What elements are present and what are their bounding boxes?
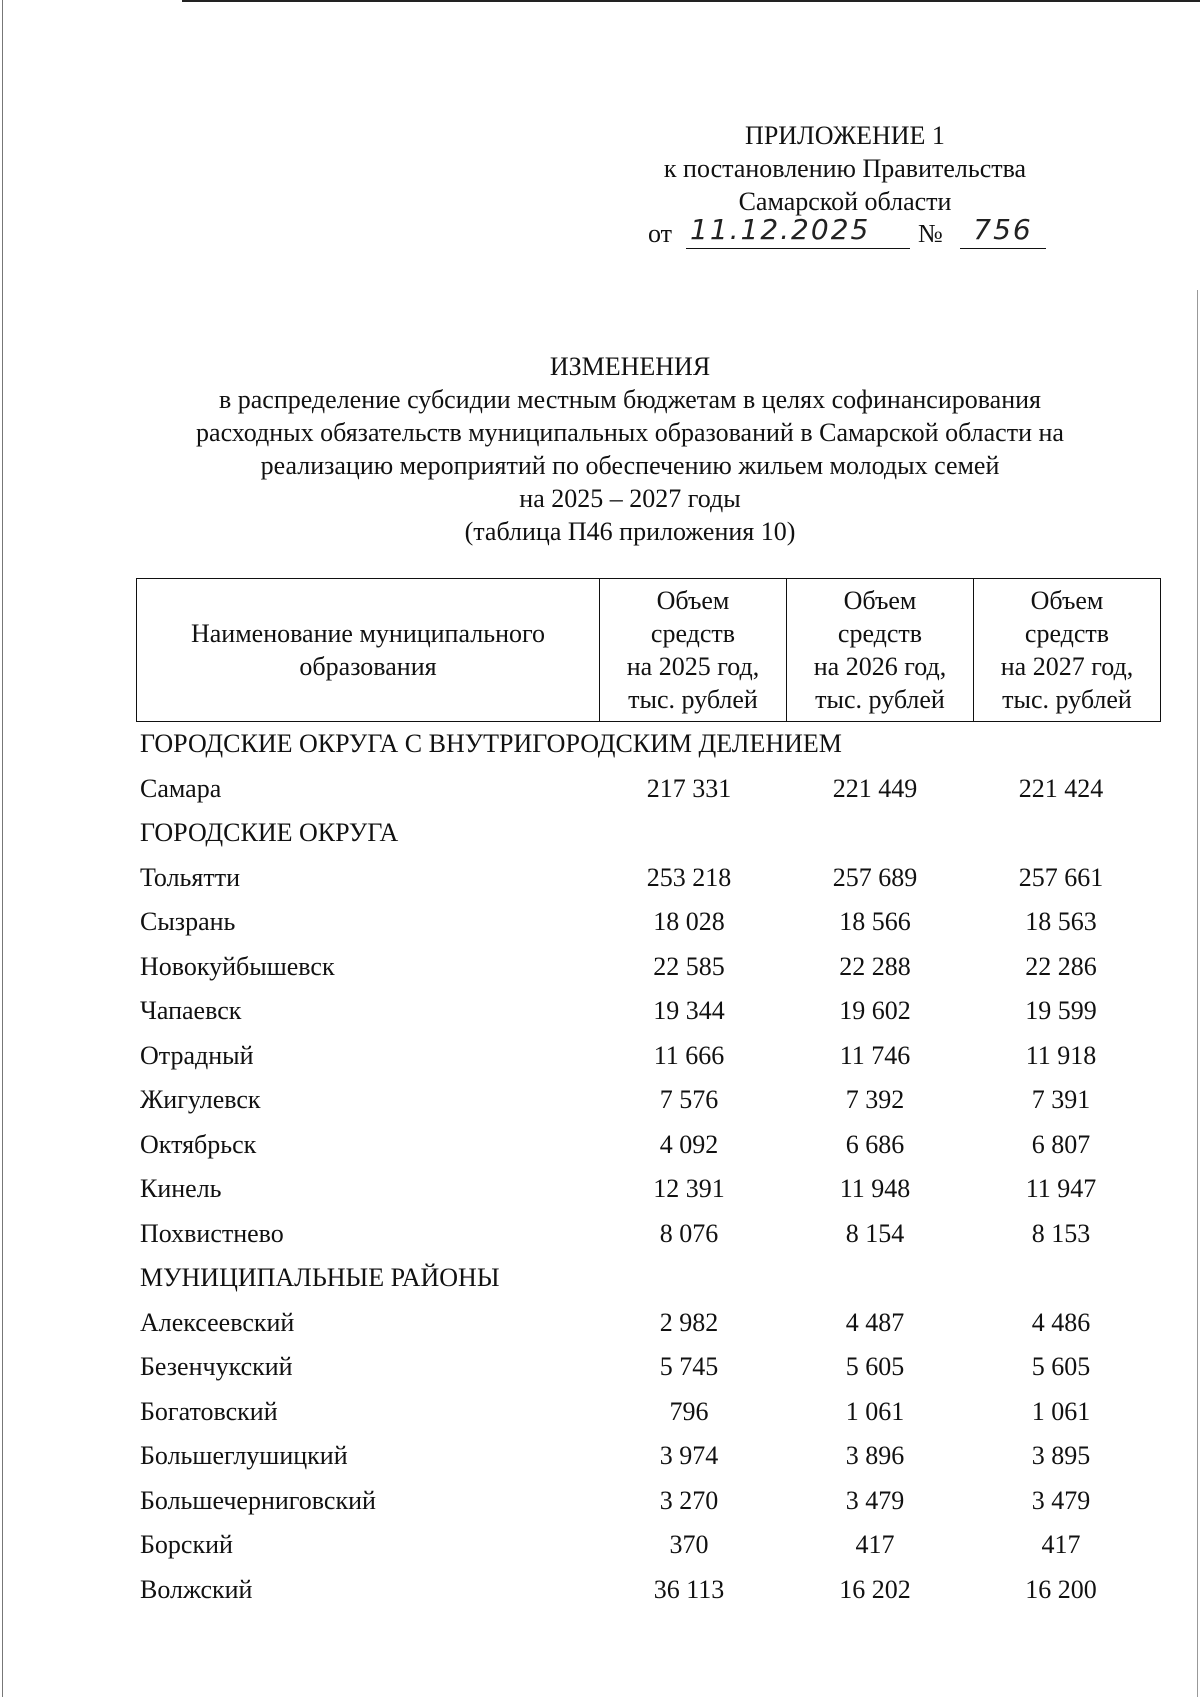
header-line: Объем bbox=[1030, 586, 1104, 615]
value-2026: 5 605 bbox=[845, 1352, 905, 1381]
value-2026: 11 948 bbox=[839, 1174, 911, 1203]
municipality-name: Волжский bbox=[140, 1574, 253, 1604]
table-row bbox=[140, 945, 1140, 990]
value-2027: 3 895 bbox=[1031, 1441, 1091, 1470]
value-2027: 11 947 bbox=[1025, 1174, 1097, 1203]
header-line: Объем bbox=[656, 586, 730, 615]
header-line: на 2027 год, bbox=[1000, 652, 1134, 681]
header-line: тыс. рублей bbox=[815, 685, 945, 714]
date-prefix: от bbox=[648, 219, 673, 248]
municipality-name: Отрадный bbox=[140, 1040, 254, 1070]
value-2026: 18 566 bbox=[839, 907, 911, 936]
page-right-border bbox=[1197, 290, 1198, 1697]
page-left-border bbox=[2, 0, 3, 1697]
header-line: Объем bbox=[843, 586, 917, 615]
value-2027: 7 391 bbox=[1031, 1085, 1091, 1114]
value-2025: 3 974 bbox=[659, 1441, 719, 1470]
table-row bbox=[140, 1034, 1140, 1079]
value-2025: 217 331 bbox=[646, 773, 732, 803]
table-row bbox=[140, 1212, 1140, 1257]
heading-line: (таблица П46 приложения 10) bbox=[464, 517, 796, 546]
value-2027: 4 486 bbox=[1031, 1307, 1091, 1337]
value-2026: 257 689 bbox=[832, 862, 918, 892]
value-2025: 253 218 bbox=[646, 862, 732, 892]
value-2025: 5 745 bbox=[659, 1352, 719, 1381]
value-2025: 18 028 bbox=[653, 907, 725, 936]
value-2027: 19 599 bbox=[1025, 996, 1097, 1025]
value-2026: 16 202 bbox=[839, 1574, 911, 1604]
value-2026: 8 154 bbox=[845, 1218, 905, 1248]
value-2027: 417 bbox=[1041, 1530, 1081, 1559]
value-2025: 22 585 bbox=[653, 951, 725, 981]
value-2027: 18 563 bbox=[1025, 907, 1097, 936]
heading-line: на 2025 – 2027 годы bbox=[519, 484, 741, 513]
value-2027: 16 200 bbox=[1025, 1574, 1097, 1604]
value-2025: 11 666 bbox=[653, 1040, 725, 1070]
header-line: на 2025 год, bbox=[626, 652, 760, 681]
value-2026: 6 686 bbox=[845, 1129, 905, 1159]
header-line: средств bbox=[650, 619, 736, 648]
value-2027: 1 061 bbox=[1031, 1396, 1091, 1426]
value-2026: 3 896 bbox=[845, 1441, 905, 1470]
value-2027: 221 424 bbox=[1018, 773, 1104, 803]
header-line: тыс. рублей bbox=[1002, 685, 1132, 714]
header-line: средств bbox=[1024, 619, 1110, 648]
table-row bbox=[140, 767, 1140, 812]
section-title: ГОРОДСКИЕ ОКРУГА bbox=[140, 818, 399, 847]
section-title: ГОРОДСКИЕ ОКРУГА С ВНУТРИГОРОДСКИМ ДЕЛЕНИЕМ bbox=[140, 729, 842, 758]
value-2027: 5 605 bbox=[1031, 1352, 1091, 1381]
column-header-2026 bbox=[787, 579, 974, 722]
table-row bbox=[140, 1123, 1140, 1168]
appendix-block bbox=[620, 120, 1070, 220]
value-2026: 7 392 bbox=[845, 1085, 905, 1114]
table-row bbox=[140, 1078, 1140, 1123]
heading-line: расходных обязательств муниципальных образований в Самарской области на bbox=[196, 418, 1064, 447]
value-2026: 4 487 bbox=[845, 1307, 905, 1337]
value-2026: 3 479 bbox=[845, 1485, 905, 1515]
municipality-name: Похвистнево bbox=[140, 1218, 284, 1248]
document-heading bbox=[120, 350, 1140, 548]
municipality-name: Новокуйбышевск bbox=[140, 951, 335, 981]
municipality-name: Сызрань bbox=[140, 907, 236, 936]
table-row bbox=[140, 900, 1140, 945]
decree-number: 756 bbox=[960, 212, 1046, 249]
value-2025: 19 344 bbox=[653, 996, 725, 1025]
page-top-border bbox=[182, 0, 1200, 2]
number-prefix: № bbox=[918, 219, 943, 248]
value-2026: 19 602 bbox=[839, 996, 911, 1025]
column-header-2027 bbox=[974, 579, 1161, 722]
value-2027: 257 661 bbox=[1018, 862, 1104, 892]
value-2027: 6 807 bbox=[1031, 1129, 1091, 1159]
header-line: на 2026 год, bbox=[813, 652, 947, 681]
heading-line: в распределение субсидии местным бюджетам в целях софинансирования bbox=[218, 385, 1042, 414]
value-2025: 3 270 bbox=[659, 1485, 719, 1515]
decree-date: 11.12.2025 bbox=[686, 212, 910, 249]
municipality-name: Большечерниговский bbox=[140, 1485, 376, 1515]
municipality-name: Самара bbox=[140, 773, 222, 803]
value-2026: 221 449 bbox=[832, 773, 918, 803]
heading-line: реализацию мероприятий по обеспечению жильем молодых семей bbox=[260, 451, 1000, 480]
municipality-name: Большеглушицкий bbox=[140, 1441, 348, 1470]
column-header-name: Наименование муниципального образования bbox=[137, 579, 600, 722]
heading-title: ИЗМЕНЕНИЯ bbox=[549, 352, 711, 381]
municipality-name: Богатовский bbox=[140, 1396, 278, 1426]
value-2025: 796 bbox=[669, 1396, 709, 1426]
value-2025: 7 576 bbox=[659, 1085, 719, 1114]
value-2025: 2 982 bbox=[659, 1307, 719, 1337]
decree-date-number bbox=[648, 213, 1048, 252]
table-header bbox=[136, 578, 1161, 722]
municipality-name: Безенчукский bbox=[140, 1352, 293, 1381]
municipality-name: Жигулевск bbox=[140, 1085, 261, 1114]
appendix-decree-line: к постановлению Правительства bbox=[663, 154, 1027, 183]
column-header-2025 bbox=[600, 579, 787, 722]
municipality-name: Борский bbox=[140, 1530, 233, 1559]
table-row bbox=[140, 1167, 1140, 1212]
table-row bbox=[140, 856, 1140, 901]
value-2026: 11 746 bbox=[839, 1040, 911, 1070]
municipality-name: Алексеевский bbox=[140, 1307, 295, 1337]
municipality-name: Тольятти bbox=[140, 862, 241, 892]
table-row bbox=[140, 1479, 1140, 1524]
municipality-name: Чапаевск bbox=[140, 996, 242, 1025]
appendix-region-line: Самарской области bbox=[738, 187, 952, 216]
value-2027: 3 479 bbox=[1031, 1485, 1091, 1515]
value-2027: 11 918 bbox=[1025, 1040, 1097, 1070]
appendix-title: ПРИЛОЖЕНИЕ 1 bbox=[745, 121, 945, 150]
header-line: средств bbox=[837, 619, 923, 648]
table-body bbox=[140, 722, 1140, 1612]
value-2025: 8 076 bbox=[659, 1218, 719, 1248]
table-row bbox=[140, 1390, 1140, 1435]
value-2026: 22 288 bbox=[839, 951, 911, 981]
table-row bbox=[140, 1301, 1140, 1346]
header-line: тыс. рублей bbox=[628, 685, 758, 714]
table-row bbox=[140, 989, 1140, 1034]
value-2025: 12 391 bbox=[653, 1174, 725, 1203]
value-2027: 8 153 bbox=[1031, 1218, 1091, 1248]
value-2025: 370 bbox=[669, 1530, 709, 1559]
table-row bbox=[140, 1523, 1140, 1568]
value-2026: 417 bbox=[855, 1530, 895, 1559]
municipality-name: Октябрьск bbox=[140, 1129, 257, 1159]
table-row bbox=[140, 1345, 1140, 1390]
value-2025: 4 092 bbox=[659, 1129, 719, 1159]
table-row bbox=[140, 1568, 1140, 1613]
table-row bbox=[140, 1434, 1140, 1479]
value-2025: 36 113 bbox=[653, 1574, 725, 1604]
value-2026: 1 061 bbox=[845, 1396, 905, 1426]
municipality-name: Кинель bbox=[140, 1174, 222, 1203]
value-2027: 22 286 bbox=[1025, 951, 1097, 981]
section-title: МУНИЦИПАЛЬНЫЕ РАЙОНЫ bbox=[140, 1263, 500, 1292]
